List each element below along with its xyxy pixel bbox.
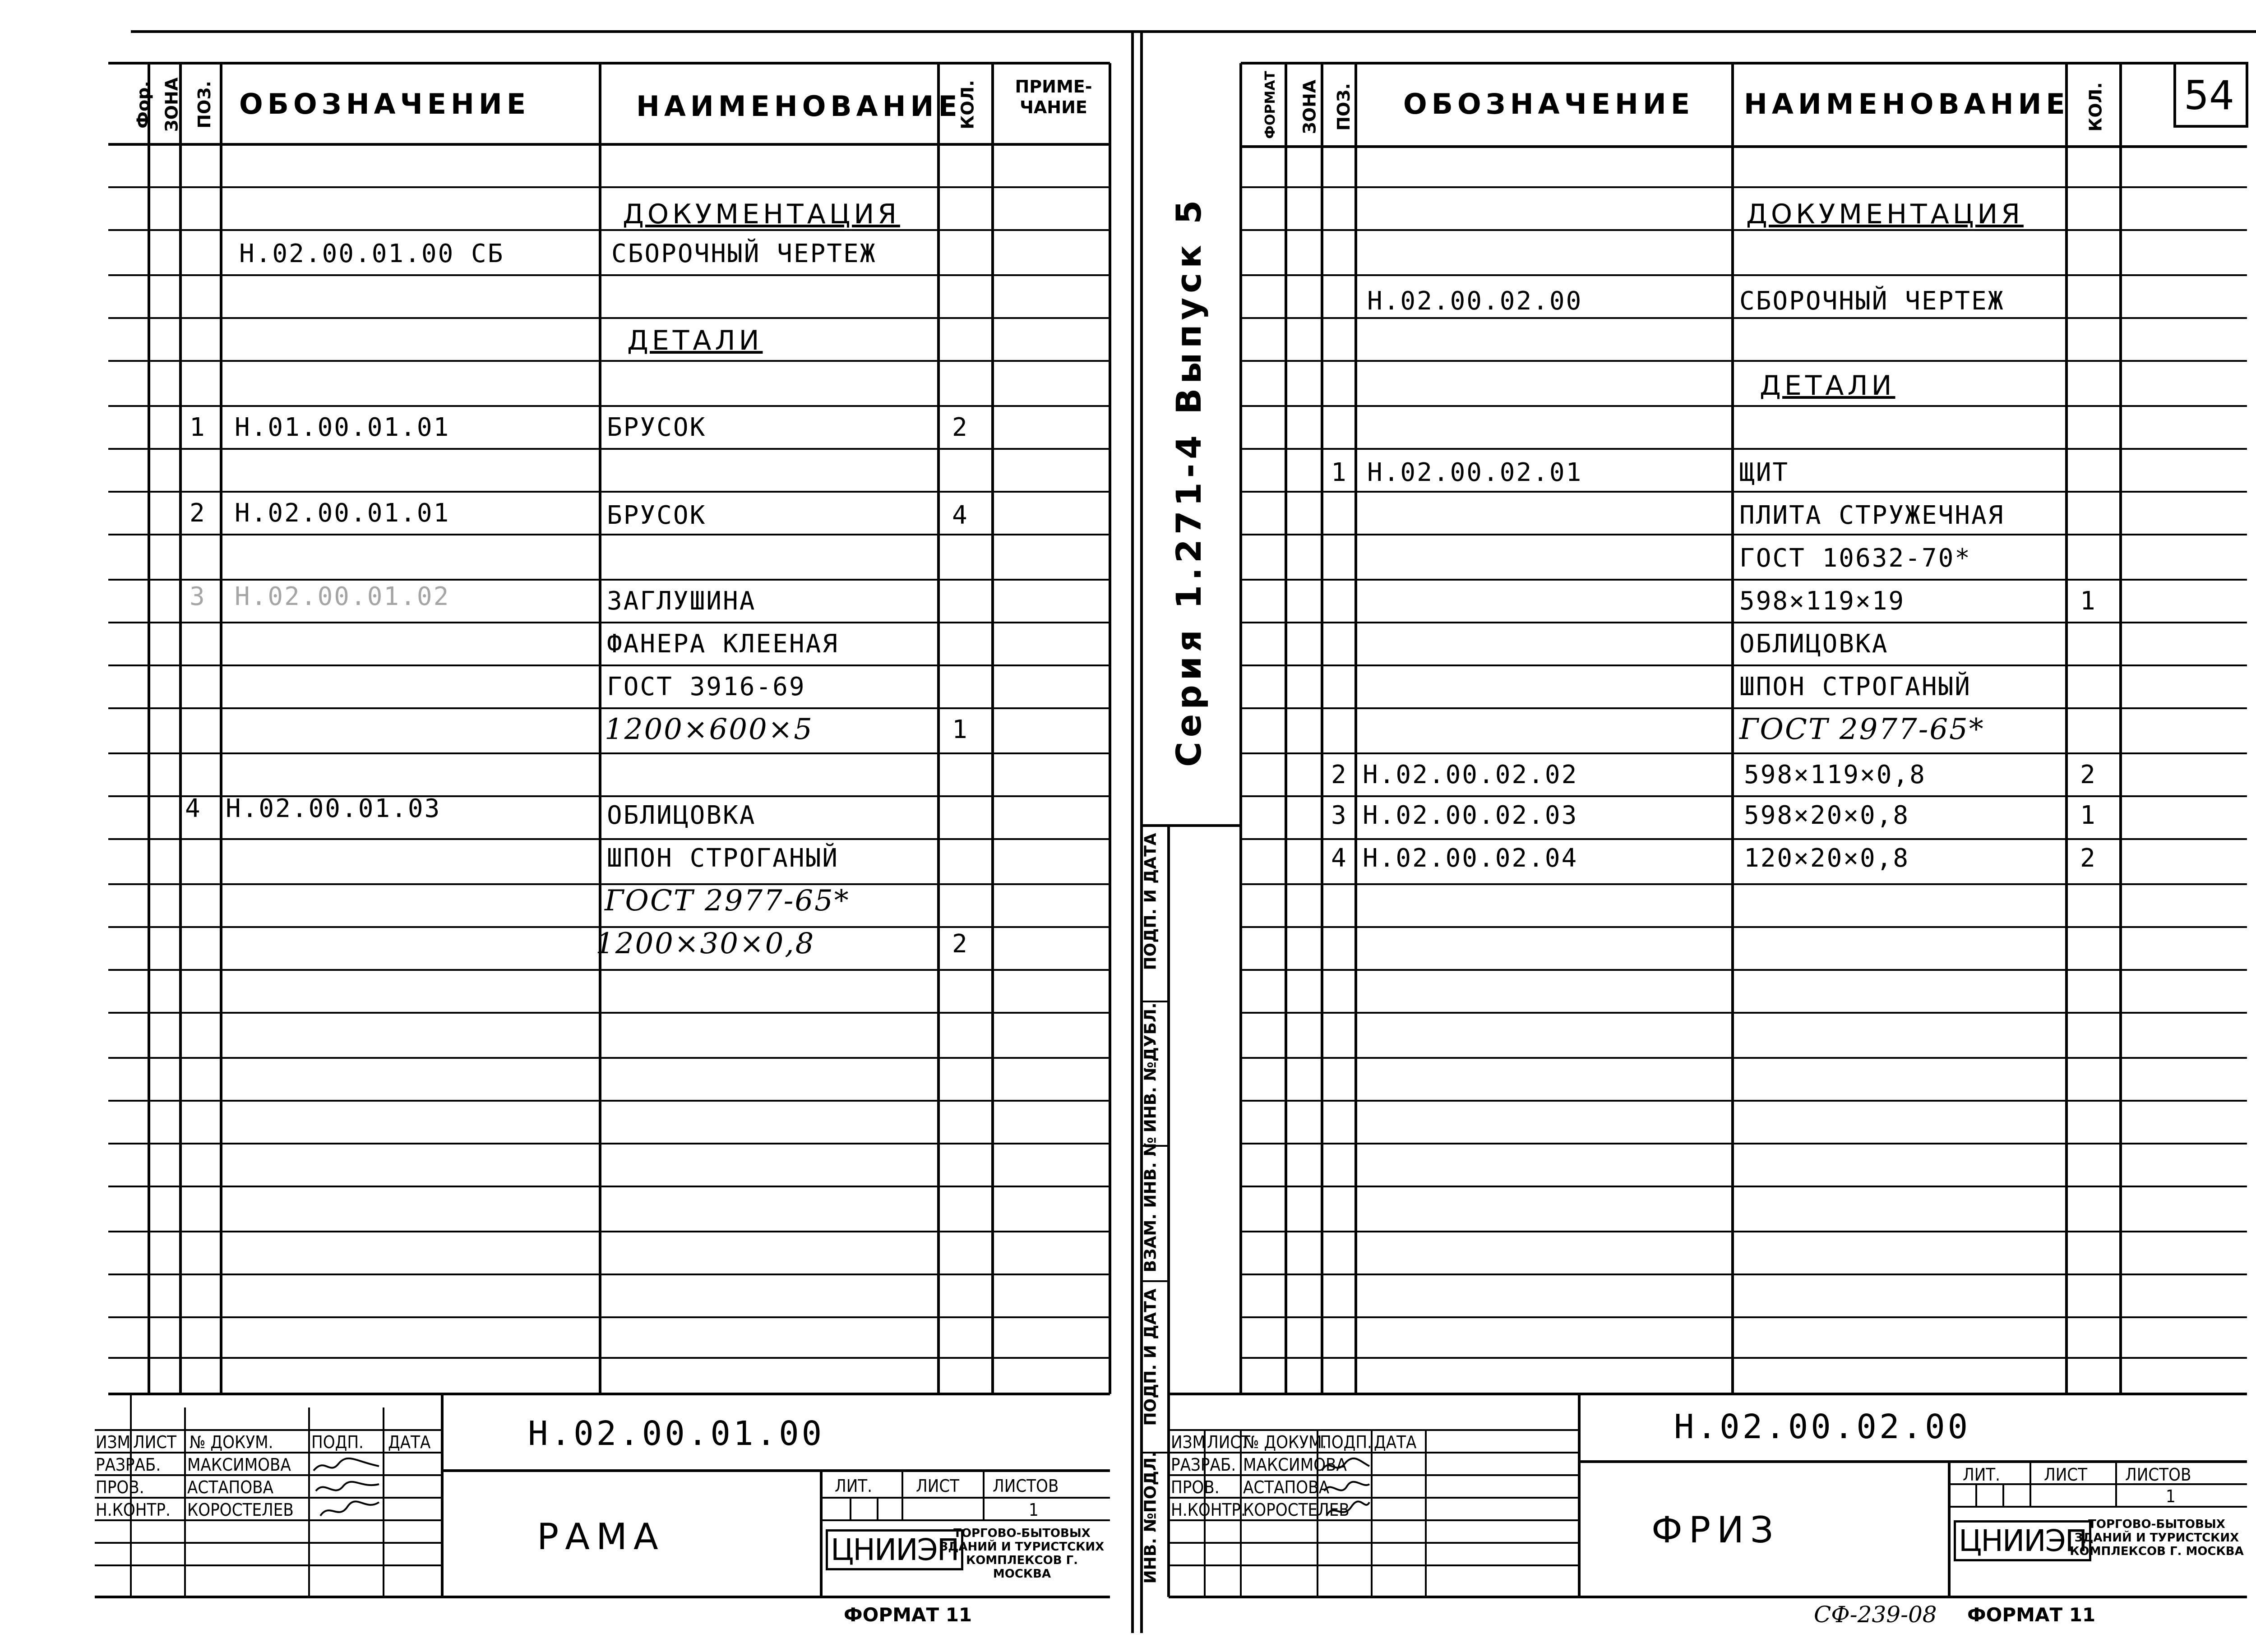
tb-name-developer: МАКСИМОВА	[1243, 1455, 1347, 1475]
tb-header-list: ЛИСТ	[133, 1432, 177, 1452]
format-label: ФОРМАТ 11	[1967, 1604, 2096, 1626]
title-block-name: РАМА	[537, 1516, 665, 1558]
tb-name-norm-control: КОРОСТЕЛЕВ	[1243, 1500, 1350, 1520]
section-documentation: ДОКУМЕНТАЦИЯ	[1746, 198, 2024, 230]
tb-name-checker: АСТАПОВА	[187, 1477, 273, 1497]
row-pos: 3	[190, 582, 206, 611]
row-pos: 3	[1331, 801, 1348, 830]
row-qty: 2	[2080, 760, 2097, 789]
row-qty: 2	[952, 929, 969, 959]
tb-header-date: ДАТА	[388, 1432, 431, 1452]
row-name: ГОСТ 2977-65*	[605, 884, 850, 918]
org-logo: ЦНИИЭП	[826, 1529, 963, 1570]
section-documentation: ДОКУМЕНТАЦИЯ	[623, 198, 900, 230]
tb-header-izm: ИЗМ	[96, 1432, 130, 1452]
tb-name-norm-control: КОРОСТЕЛЕВ	[187, 1500, 294, 1520]
tb-sheet: ЛИСТ	[916, 1476, 960, 1496]
header-format: Фор.	[133, 81, 153, 129]
row-name: ШПОН СТРОГАНЫЙ	[1739, 672, 1972, 701]
signature-squiggles	[1320, 1453, 1372, 1525]
row-name: ГОСТ 3916-69	[607, 672, 806, 701]
tb-header-doc: № ДОКУМ.	[190, 1432, 273, 1452]
right-specification-sheet	[1137, 0, 2256, 1652]
row-qty: 2	[952, 413, 969, 442]
header-name: НАИМЕНОВАНИЕ	[636, 90, 962, 123]
org-name: ТОРГОВО-БЫТОВЫХ ЗДАНИЙ И ТУРИСТСКИХ КОМПЛЕКСОВ Г. МОСКВА	[939, 1527, 1105, 1581]
row-name: ГОСТ 2977-65*	[1739, 713, 1985, 746]
tb-lit: ЛИТ.	[835, 1476, 873, 1496]
header-note: ПРИМЕ-ЧАНИЕ	[1015, 77, 1092, 117]
row-pos: 2	[1331, 760, 1348, 789]
row-pos: 1	[190, 413, 206, 442]
row-designation: Н.02.00.01.01	[235, 498, 450, 528]
page-number: 54	[2184, 72, 2234, 119]
row-pos: 1	[1331, 458, 1348, 487]
tb-header-doc: № ДОКУМ.	[1243, 1432, 1327, 1452]
tb-name-developer: МАКСИМОВА	[187, 1455, 291, 1475]
tb-lit: ЛИТ.	[1963, 1465, 2001, 1485]
row-designation: Н.02.00.01.00 СБ	[239, 239, 504, 268]
tb-role-norm-control: Н.КОНТР.	[96, 1500, 171, 1520]
row-designation: Н.02.00.02.02	[1363, 760, 1578, 789]
header-qty: КОЛ.	[2085, 82, 2106, 132]
title-block-name: ФРИЗ	[1651, 1509, 1780, 1551]
row-designation: Н.02.00.02.00	[1367, 286, 1583, 316]
header-format: ФОРМАТ	[1262, 71, 1278, 139]
row-name: ОБЛИЦОВКА	[1739, 629, 1889, 659]
header-designation: ОБОЗНАЧЕНИЕ	[239, 88, 531, 120]
row-designation: Н.02.00.01.03	[226, 794, 441, 823]
row-name: 1200×30×0,8	[596, 927, 815, 960]
row-pos: 4	[185, 794, 202, 823]
row-name: 598×119×0,8	[1744, 760, 1926, 789]
row-name: 598×119×19	[1739, 586, 1905, 616]
row-qty: 2	[2080, 844, 2097, 873]
row-qty: 1	[2080, 801, 2097, 830]
row-qty: 1	[952, 715, 969, 744]
header-zone: ЗОНА	[162, 77, 182, 132]
row-designation: Н.01.00.01.01	[235, 413, 450, 442]
tb-sheets-value: 1	[1029, 1500, 1039, 1520]
stamp-vzam-inv: ВЗАМ. ИНВ. №	[1141, 1137, 1160, 1273]
row-name: ФАНЕРА КЛЕЕНАЯ	[607, 629, 839, 659]
format-label: ФОРМАТ 11	[844, 1604, 972, 1626]
stamp-sign-date-1: ПОДП. И ДАТА	[1141, 833, 1160, 970]
header-pos: ПОЗ.	[194, 81, 214, 129]
stamp-sign-date-2: ПОДП. И ДАТА	[1141, 1288, 1160, 1426]
section-details: ДЕТАЛИ	[627, 325, 763, 356]
row-designation: Н.02.00.01.02	[235, 582, 450, 611]
row-designation: Н.02.00.02.01	[1367, 458, 1583, 487]
row-qty: 1	[2080, 586, 2097, 616]
section-details: ДЕТАЛИ	[1760, 370, 1895, 401]
row-name: СБОРОЧНЫЙ ЧЕРТЕЖ	[611, 239, 877, 268]
tb-header-sign: ПОДП.	[311, 1432, 364, 1452]
org-logo: ЦНИИЭП	[1954, 1520, 2091, 1561]
row-name: СБОРОЧНЫЙ ЧЕРТЕЖ	[1739, 286, 2005, 316]
org-name: ТОРГОВО-БЫТОВЫХ ЗДАНИЙ И ТУРИСТСКИХ КОМПЛЕКСОВ Г. МОСКВА	[2070, 1518, 2244, 1558]
signature-squiggles	[311, 1453, 384, 1525]
row-name: 598×20×0,8	[1744, 801, 1910, 830]
stamp-inv-podl: ИНВ. №ПОДЛ.	[1141, 1451, 1160, 1584]
row-name: ЩИТ	[1739, 458, 1789, 487]
tb-name-checker: АСТАПОВА	[1243, 1477, 1329, 1497]
tb-sheet: ЛИСТ	[2044, 1465, 2088, 1485]
row-pos: 4	[1331, 844, 1348, 873]
row-name: БРУСОК	[607, 501, 707, 530]
row-name: ПЛИТА СТРУЖЕЧНАЯ	[1739, 501, 2005, 530]
header-zone: ЗОНА	[1299, 79, 1320, 134]
tb-role-norm-control: Н.КОНТР.	[1171, 1500, 1246, 1520]
row-qty: 4	[952, 501, 969, 530]
row-name: ОБЛИЦОВКА	[607, 801, 756, 830]
tb-role-developer: РАЗРАБ.	[96, 1455, 161, 1475]
tb-header-list: ЛИСТ	[1207, 1432, 1251, 1452]
tb-sheets: ЛИСТОВ	[993, 1476, 1059, 1496]
series-label: Серия 1.271-4 Выпуск 5	[1169, 195, 1209, 767]
row-pos: 2	[190, 498, 206, 528]
title-block-code: Н.02.00.02.00	[1674, 1407, 1971, 1446]
row-name: 120×20×0,8	[1744, 844, 1910, 873]
tb-role-developer: РАЗРАБ.	[1171, 1455, 1236, 1475]
stamp-inv-dubl: ИНВ. №ДУБЛ.	[1141, 1002, 1160, 1133]
header-pos: ПОЗ.	[1333, 83, 1354, 131]
doc-reference: СФ-239-08	[1814, 1601, 1937, 1628]
tb-sheets: ЛИСТОВ	[2125, 1465, 2191, 1485]
row-name: ГОСТ 10632-70*	[1739, 544, 1972, 573]
row-name: 1200×600×5	[605, 713, 814, 746]
tb-header-izm: ИЗМ	[1171, 1432, 1206, 1452]
header-qty: КОЛ.	[957, 80, 978, 129]
header-designation: ОБОЗНАЧЕНИЕ	[1403, 88, 1695, 120]
row-name: ШПОН СТРОГАНЫЙ	[607, 844, 839, 873]
tb-header-sign: ПОДП.	[1320, 1432, 1372, 1452]
tb-sheets-value: 1	[2166, 1486, 2176, 1506]
row-name: ЗАГЛУШИНА	[607, 586, 756, 616]
row-name: БРУСОК	[607, 413, 707, 442]
row-designation: Н.02.00.02.04	[1363, 844, 1578, 873]
header-name: НАИМЕНОВАНИЕ	[1744, 88, 2070, 120]
tb-role-checker: ПРОВ.	[1171, 1477, 1220, 1497]
row-designation: Н.02.00.02.03	[1363, 801, 1578, 830]
title-block-code: Н.02.00.01.00	[528, 1414, 825, 1453]
tb-header-date: ДАТА	[1374, 1432, 1417, 1452]
tb-role-checker: ПРОВ.	[96, 1477, 144, 1497]
